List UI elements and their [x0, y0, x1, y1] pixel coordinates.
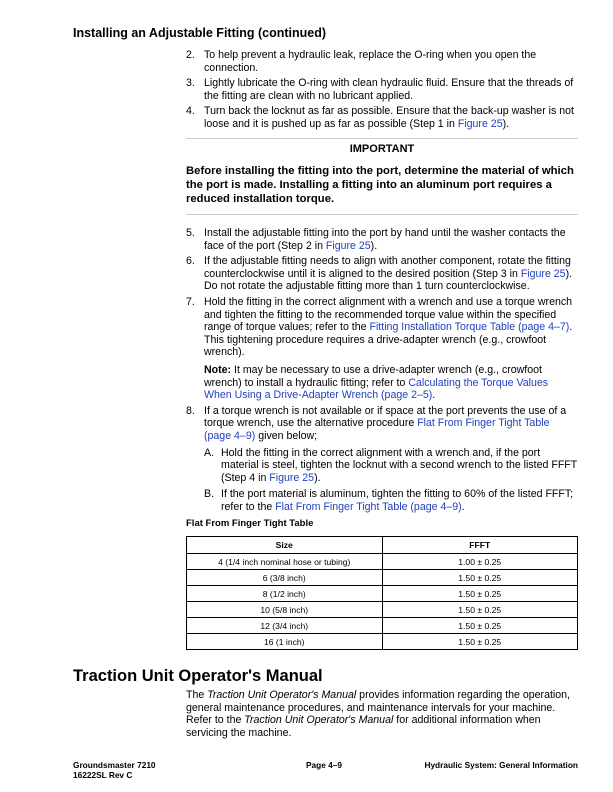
note: Note: It may be necessary to use a drive-adapter wrench (e.g., crowfoot wrench) to install a hydraulic fitting; refer to Calculating the Torque Values When Using a Drive-Adapter Wrench (page 2–5). [204, 363, 549, 402]
header-ffft: FFFT [382, 537, 578, 554]
table-row [187, 618, 578, 634]
cell-ffft: 1.50 ± 0.25 [382, 602, 578, 618]
cell-size: 4 (1/4 inch nominal hose or tubing) [187, 554, 383, 570]
cell-size: 6 (3/8 inch) [187, 570, 383, 586]
step-8a: A. Hold the fitting in the correct alignment with a wrench and, if the port material is steel, tighten the locknut with a second wrench to the listed FFFT (Step 4 in Figure 25). [204, 446, 578, 484]
footer-section-name: Hydraulic System: General Information [424, 760, 578, 770]
steps-list-top [186, 49, 578, 134]
table-row [187, 586, 578, 602]
manual-section-title: Traction Unit Operator's Manual [73, 667, 323, 685]
important-notice [186, 138, 578, 215]
step-7: 7. Hold the fitting in the correct alignment with a wrench and use a torque wrench and tighten the fitting to the recommended torque value within the specified range of torque values; refer to the Fitting Installation Torque Table (page 4–7). This tightening procedure requires a drive-adapter wrench (e.g., crowfoot wrench). Note: It may be necessary to use a drive-adapter wrench (e.g., crowfoot wrench) to install a hydraulic fitting; refer to Calculating the Torque Values When Using a Drive-Adapter Wrench (page 2–5). [186, 296, 578, 402]
section-title: Installing an Adjustable Fitting (continued) [73, 26, 326, 40]
cell-size: 16 (1 inch) [187, 634, 383, 650]
figure-25-link[interactable]: Figure 25 [269, 471, 315, 484]
table-caption: Flat From Finger Tight Table [186, 518, 314, 529]
footer-doc-number: 16222SL Rev C [73, 770, 133, 780]
table-header-row [187, 537, 578, 554]
step-3: 3. Lightly lubricate the O-ring with clean hydraulic fluid. Ensure that the threads of the fitting are clean with no lubricant applied. [186, 77, 574, 102]
cell-ffft: 1.00 ± 0.25 [382, 554, 578, 570]
footer-left [73, 760, 156, 780]
table-row [187, 554, 578, 570]
ffft-table [186, 536, 578, 650]
important-heading: IMPORTANT [349, 143, 415, 155]
figure-25-link[interactable]: Figure 25 [325, 239, 371, 252]
table-row [187, 602, 578, 618]
step-2: 2. To help prevent a hydraulic leak, replace the O-ring when you open the connection. [186, 49, 537, 74]
step-5: 5. Install the adjustable fitting into the port by hand until the washer contacts the face of the port (Step 2 in Figure 25). [186, 227, 566, 252]
step-4: 4. Turn back the locknut as far as possible. Ensure that the back-up washer is not loose and it is pushed up as far as possible (Step 1 in Figure 25). [186, 105, 574, 130]
header-size: Size [187, 537, 383, 554]
table-row [187, 634, 578, 650]
manual-section-paragraph: The Traction Unit Operator's Manual provides information regarding the operation, general maintenance procedures, and maintenance intervals for your machine. Refer to the Traction Unit Operator's Manual for additional information when servicing the machine. [186, 689, 571, 739]
cell-size: 12 (3/4 inch) [187, 618, 383, 634]
cell-size: 8 (1/2 inch) [187, 586, 383, 602]
important-text: Before installing the fitting into the port, determine the material of which the port is made. Installing a fitting into an aluminum port requires a reduced installation torque. [186, 165, 574, 205]
table-row [187, 570, 578, 586]
ffft-table-link[interactable]: Flat From Finger Tight Table (page 4–9) [275, 500, 462, 513]
step-6: 6. If the adjustable fitting needs to align with another component, rotate the fitting counterclockwise until it is aligned to the desired position (Step 3 in Figure 25). Do not rotate the adjustable fitting more than 1 turn counterclockwise. [186, 255, 573, 293]
step-8: 8. If a torque wrench is not available or if space at the port prevents the use of a torque wrench, use the alternative procedure Flat From Finger Tight Table (page 4–9) given below; A. Hold the fitting in the correct alignment with a wrench and, if the port material is steel, tighten the locknut with a second wrench to the listed FFFT (Step 4 in Figure 25). B. If the port material is aluminum, tighten the fitting to 60% of the listed FFFT; refer to the Flat From Finger Tight Table (page 4–9). [186, 404, 578, 513]
cell-ffft: 1.50 ± 0.25 [382, 634, 578, 650]
cell-size: 10 (5/8 inch) [187, 602, 383, 618]
steps-list-bottom [186, 227, 578, 516]
figure-25-link[interactable]: Figure 25 [520, 267, 566, 280]
footer-page-number: Page 4–9 [306, 760, 342, 770]
figure-25-link[interactable]: Figure 25 [457, 117, 503, 130]
torque-table-link[interactable]: Fitting Installation Torque Table (page 4–7) [369, 321, 570, 334]
cell-ffft: 1.50 ± 0.25 [382, 570, 578, 586]
cell-ffft: 1.50 ± 0.25 [382, 586, 578, 602]
drive-adapter-link[interactable]: Calculating the Torque Values When Using a Drive-Adapter Wrench (page 2–5) [204, 376, 549, 402]
step-8b: B. If the port material is aluminum, tighten the fitting to 60% of the listed FFFT; refer to the Flat From Finger Tight Table (page 4–9). [204, 488, 574, 513]
ffft-table-wrap [186, 536, 578, 650]
ffft-table-link[interactable]: Flat From Finger Tight Table (page 4–9) [204, 417, 550, 442]
note-label: Note: [204, 363, 232, 376]
cell-ffft: 1.50 ± 0.25 [382, 618, 578, 634]
footer-model: Groundsmaster 7210 [73, 760, 156, 770]
